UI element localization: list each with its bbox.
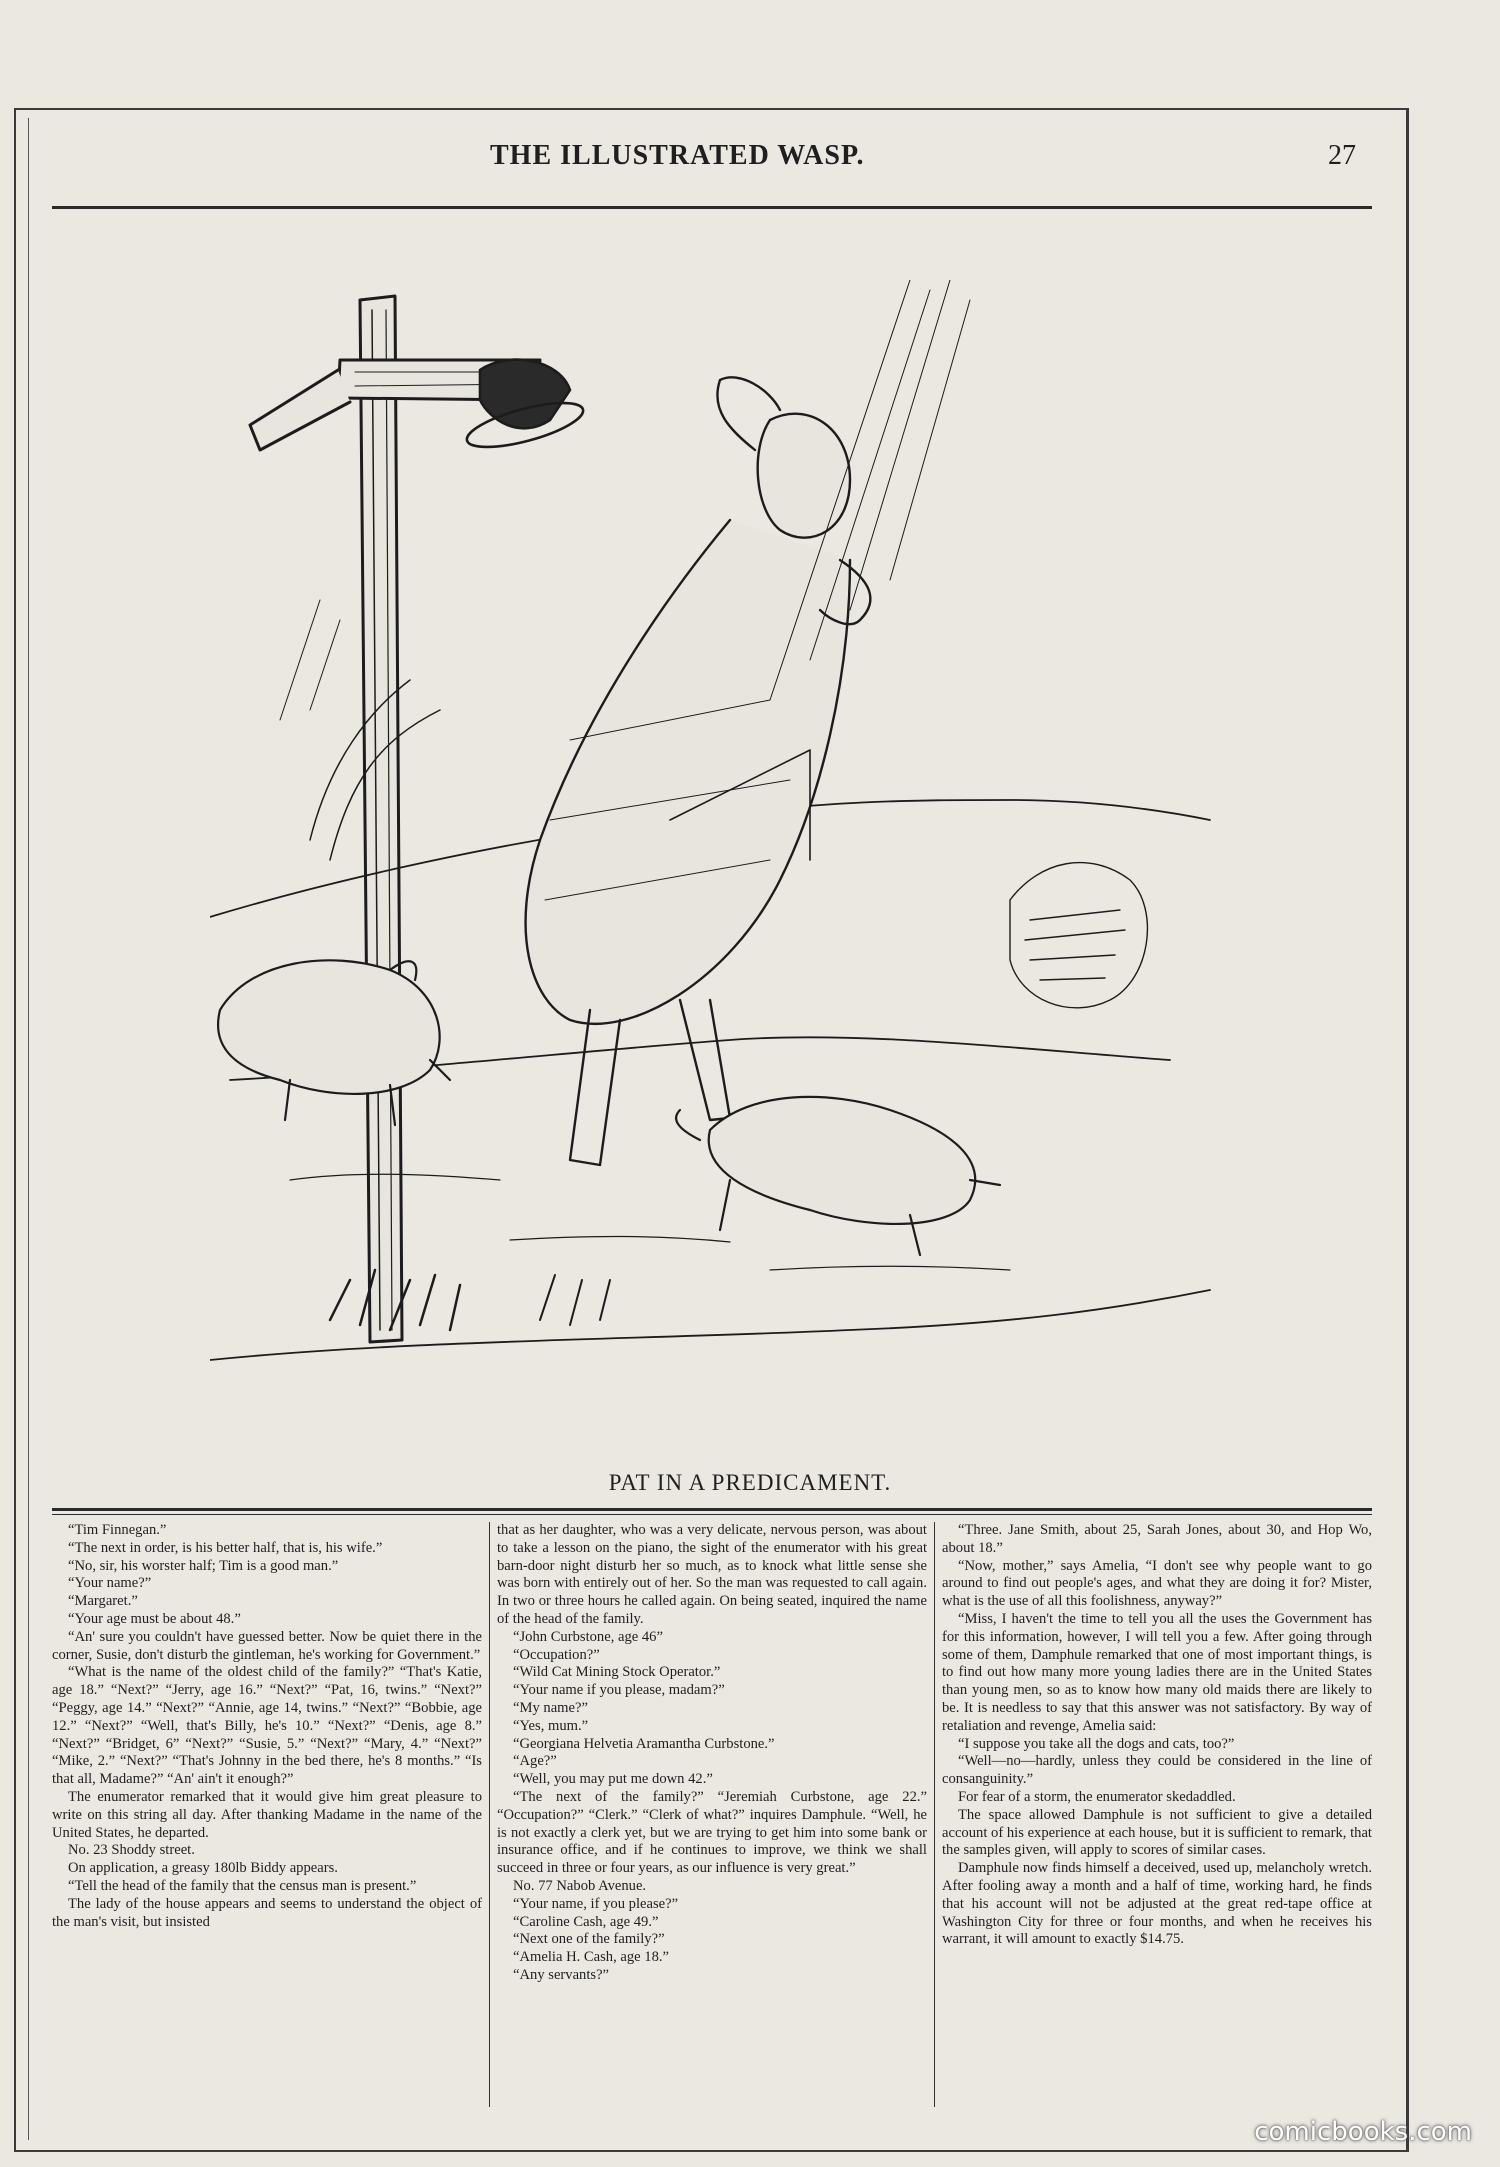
- paragraph: “Georgiana Helvetia Aramantha Curbstone.”: [513, 1735, 775, 1752]
- paragraph: “The next in order, is his better half, that is, his wife.”: [68, 1539, 383, 1556]
- paragraph: that as her daughter, who was a very delicate, nervous person, was about to take a lesson on the piano, the sight of the enumerator with his great barn-door night disturb her so much, as to knock what little sense she was born with entirely out of her. So the man was requested to call again. In two or three hours he called again. On being seated, inquired the name of the head of the family.: [497, 1522, 927, 1627]
- header-rule: [52, 206, 1372, 209]
- paragraph: “Well—no—hardly, unless they could be considered in the line of consanguinity.”: [942, 1753, 1372, 1788]
- caption-rule-thick: [52, 1508, 1372, 1511]
- paragraph: “I suppose you take all the dogs and cats, too?”: [958, 1735, 1235, 1752]
- illustration-engraving: [210, 280, 1270, 1440]
- pig-left: [218, 960, 450, 1125]
- paragraph: “Your name if you please, madam?”: [513, 1682, 725, 1699]
- paragraph: For fear of a storm, the enumerator skedaddled.: [958, 1788, 1236, 1805]
- paragraph: “Tim Finnegan.”: [68, 1522, 167, 1538]
- paragraph: On application, a greasy 180lb Biddy appears.: [68, 1860, 338, 1877]
- paragraph: “Your name, if you please?”: [513, 1895, 679, 1912]
- flying-hat: [463, 360, 587, 456]
- page-number: 27: [1328, 140, 1356, 171]
- paragraph: “Occupation?”: [513, 1646, 600, 1663]
- illustration-caption: PAT IN A PREDICAMENT.: [608, 1470, 892, 1495]
- paragraph: “Wild Cat Mining Stock Operator.”: [513, 1664, 721, 1681]
- paragraph: “Caroline Cash, age 49.”: [513, 1913, 659, 1930]
- paragraph: “Well, you may put me down 42.”: [513, 1771, 713, 1788]
- paragraph: “Margaret.”: [68, 1593, 138, 1610]
- paragraph: “Your name?”: [68, 1575, 152, 1592]
- column-divider: [934, 1522, 935, 2107]
- paragraph: “An' sure you couldn't have guessed better. Now be quiet there in the corner, Susie, don't disturb the gintleman, he's working for Government.”: [52, 1628, 482, 1663]
- paragraph: “No, sir, his worster half; Tim is a good man.”: [68, 1557, 339, 1574]
- shrub-right: [1010, 863, 1147, 1008]
- paragraph: “John Curbstone, age 46”: [513, 1628, 663, 1645]
- watermark: comicbooks.com: [1254, 2117, 1472, 2147]
- paragraph: No. 23 Shoddy street.: [68, 1842, 195, 1859]
- paragraph: “Age?”: [513, 1753, 557, 1770]
- paragraph: “Next one of the family?”: [513, 1931, 665, 1948]
- paragraph: “Your age must be about 48.”: [68, 1610, 241, 1627]
- paragraph: “Any servants?”: [513, 1966, 610, 1983]
- header-title: THE ILLUSTRATED WASP.: [490, 140, 865, 171]
- paragraph: “Miss, I haven't the time to tell you all the uses the Government has for this information, however, I will tell you a few. After going through some of them, Damphule remarked that one of most important things, is to find out how many more young ladies there are in the United States than young men, so as to know how many old maids there are likely to be. It is needless to say that this answer was not satisfactory. By way of retaliation and revenge, Amelia said:: [942, 1610, 1372, 1734]
- pig-right: [676, 1097, 1000, 1255]
- paragraph: “Now, mother,” says Amelia, “I don't see why people want to go around to find out people's ages, and what they are doing it for? Mister, what is the use of all this foolishness, anyway?”: [942, 1557, 1372, 1610]
- paragraph: “Amelia H. Cash, age 18.”: [513, 1949, 670, 1966]
- signpost: [250, 296, 540, 1342]
- paragraph: “Three. Jane Smith, about 25, Sarah Jones, about 30, and Hop Wo, about 18.”: [942, 1522, 1372, 1556]
- paragraph: “The next of the family?” “Jeremiah Curbstone, age 22.” “Occupation?” “Clerk.” “Clerk of what?” inquires Damphule. “Well, he is not exactly a clerk yet, but we are trying to get him into some bank or insurance office, and if he continues to improve, we think we shall succeed in three or four years, as our influence is very great.”: [497, 1788, 927, 1877]
- paragraph: “Yes, mum.”: [513, 1717, 589, 1734]
- paragraph: The enumerator remarked that it would give him great pleasure to write on this string all day. After thanking Madame in the name of the United States, he departed.: [52, 1788, 482, 1841]
- paragraph: “Tell the head of the family that the census man is present.”: [68, 1877, 417, 1894]
- article-columns: [52, 1522, 1372, 2112]
- article-column-2: [497, 1522, 927, 2107]
- paragraph: Damphule now finds himself a deceived, used up, melancholy wretch. After fooling away a month and a half of time, working hard, he finds that his account will not be adjusted at the great red-tape office at Washington City for three or four months, and when he receives his warrant, it will amount to exactly $14.75.: [942, 1860, 1372, 1948]
- paragraph: “What is the name of the oldest child of the family?” “That's Katie, age 18.” “Next?” “Jerry, age 16.” “Next?” “Pat, 16, twins.” “Next?” “Peggy, age 14.” “Next?” “Annie, age 14, twins.” “Next?” “Bobbie, age 12.” “Next?” “Well, that's Billy, he's 10.” “Next?” “Denis, age 8.” “Next?” “Bridget, 6” “Next?” “Susie, 5.” “Next?” “Mary, 4.” “Next?” “Mike, 2.” “Next?” “That's Johnny in the bed there, he's 8 months.” “Is that all, Madame?” “An' ain't it enough?”: [52, 1664, 482, 1788]
- paragraph: “My name?”: [513, 1699, 588, 1716]
- man-figure: [526, 377, 871, 1165]
- paragraph: The lady of the house appears and seems to understand the object of the man's visit, but insisted: [52, 1895, 482, 1930]
- paragraph: The space allowed Damphule is not sufficient to give a detailed account of his experience at each house, but it is sufficient to remark, that the samples given, will apply to scores of similar cases.: [942, 1806, 1372, 1859]
- article-column-1: [52, 1522, 482, 2107]
- article-column-3: [942, 1522, 1372, 2107]
- paragraph: No. 77 Nabob Avenue.: [513, 1877, 647, 1894]
- column-divider: [489, 1522, 490, 2107]
- caption-rule-thin: [52, 1514, 1372, 1515]
